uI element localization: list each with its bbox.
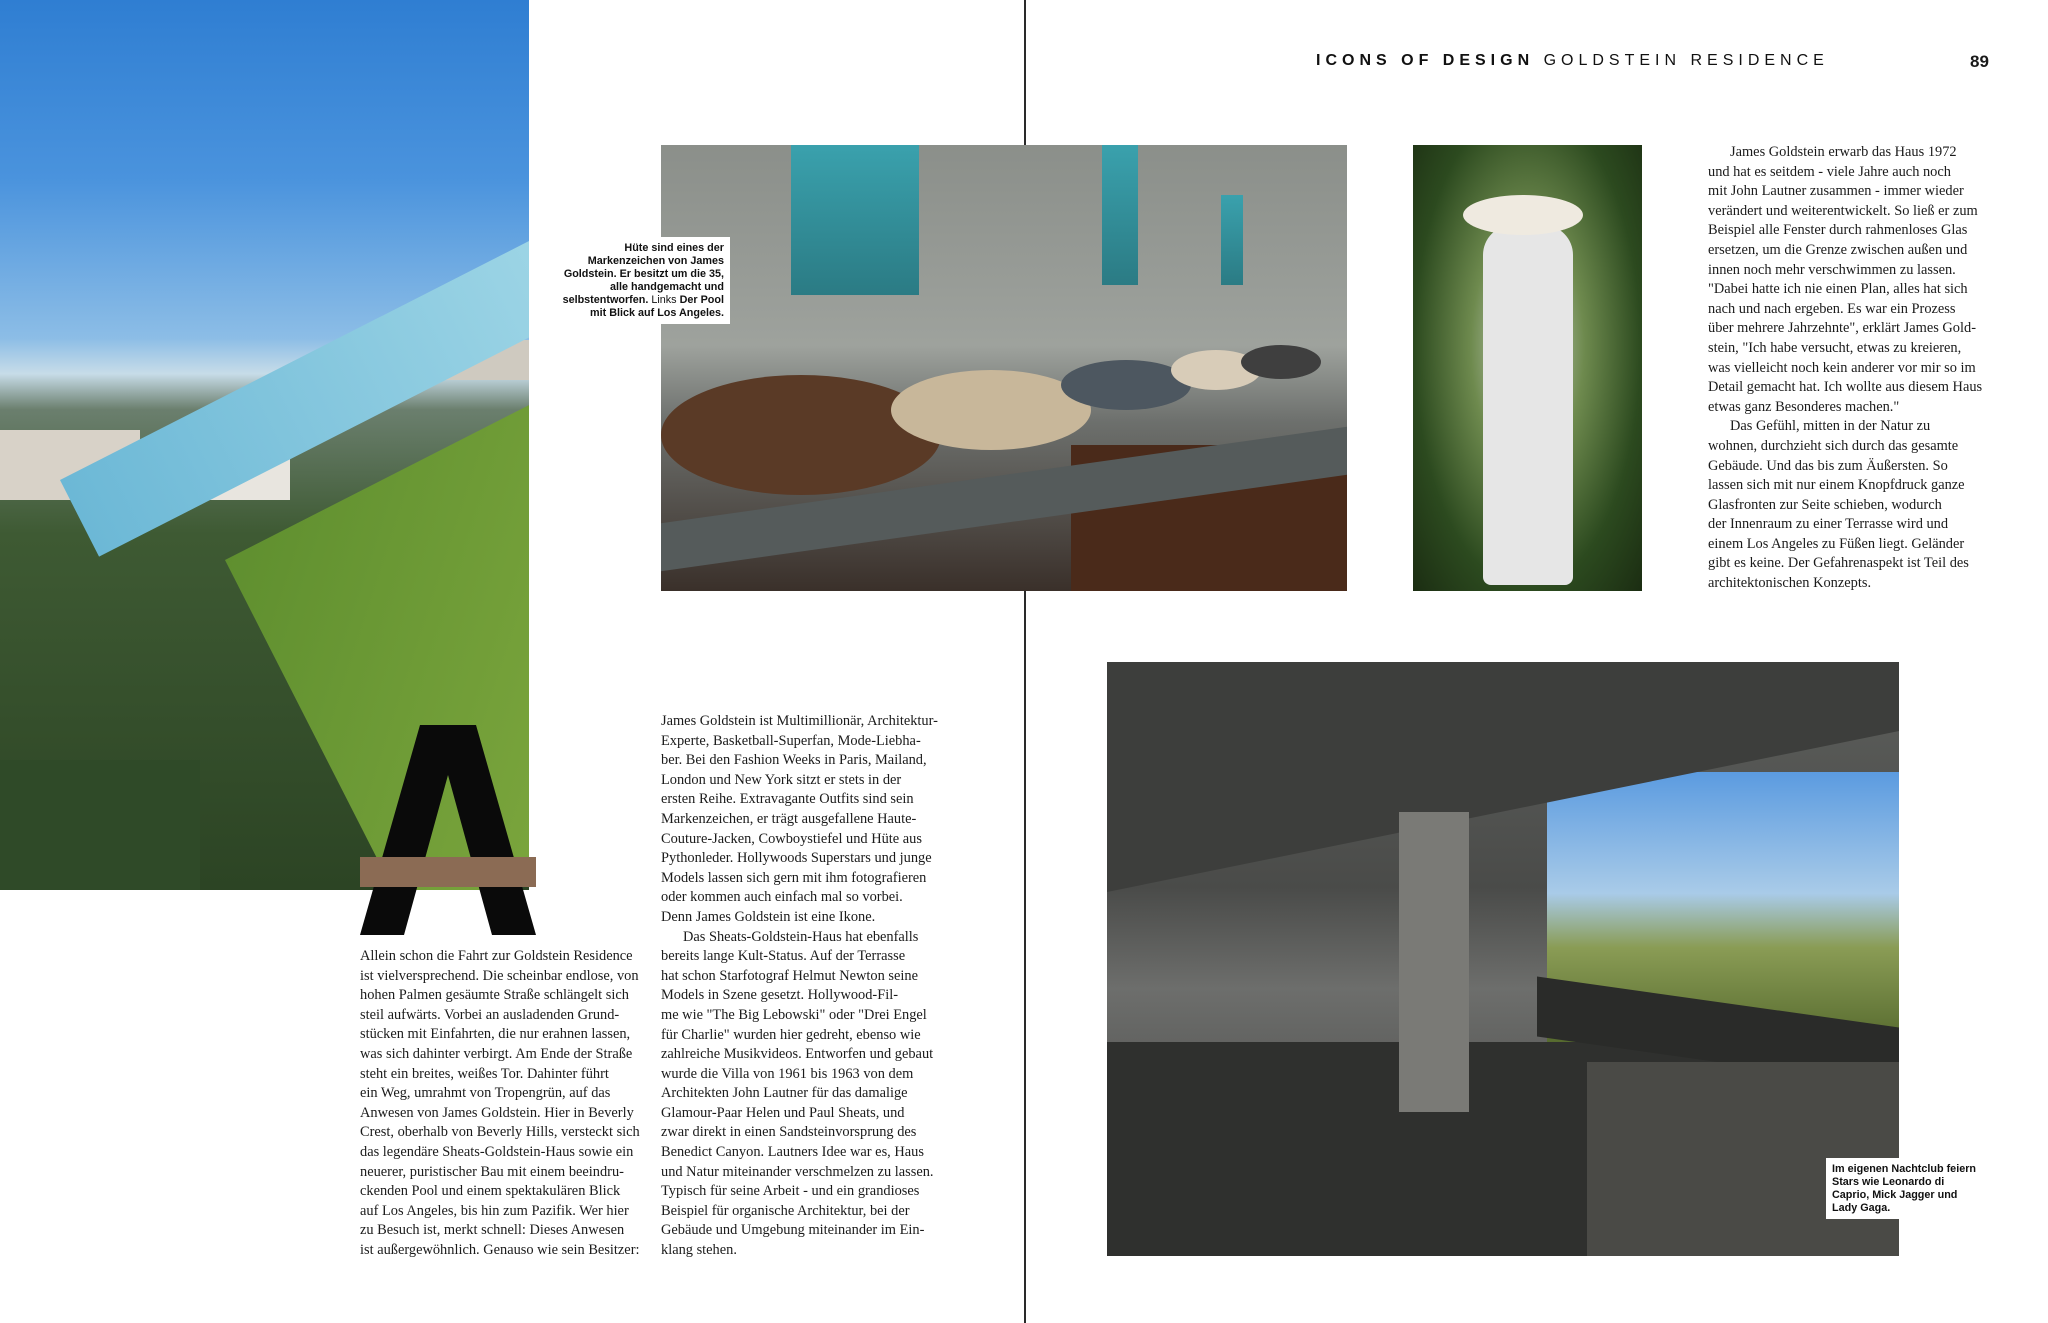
text-line: zahlreiche Musikvideos. Entworfen und gebaut: [661, 1046, 934, 1063]
text-line: Typisch für seine Arbeit - und ein grandioses: [661, 1183, 920, 1200]
running-header: [1316, 52, 1829, 70]
text-line: für Charlie" wurden hier gedreht, ebenso wie: [661, 1026, 921, 1043]
text-line: Models lassen sich gern mit ihm fotografieren: [661, 869, 927, 886]
drop-cap: [360, 725, 536, 935]
text-line: einem Los Angeles zu Füßen liegt. Geländer: [1708, 535, 1965, 552]
text-line: architektonischen Konzepts.: [1708, 575, 1872, 592]
header-subject: GOLDSTEIN RESIDENCE: [1543, 52, 1829, 69]
text-line: Das Gefühl, mitten in der Natur zu: [1730, 418, 1931, 435]
text-line: der Innenraum zu einer Terrasse wird und: [1708, 516, 1949, 533]
text-line: und hat es seitdem - viele Jahre auch noch: [1708, 163, 1951, 180]
text-line: hohen Palmen gesäumte Straße schlängelt sich: [360, 987, 629, 1004]
hats-shelf-photo: [661, 145, 1347, 591]
text-line: Glamour-Paar Helen und Paul Sheats, und: [661, 1104, 905, 1121]
text-line: innen noch mehr verschwimmen zu lassen.: [1708, 261, 1956, 278]
nightclub-caption-text: Im eigenen Nachtclub feiern Stars wie Leonardo di Caprio, Mick Jagger und Lady Gaga.: [1832, 1163, 1976, 1214]
text-line: Benedict Canyon. Lautners Idee war es, Haus: [661, 1144, 924, 1161]
text-line: und Natur miteinander verschmelzen zu lassen.: [661, 1163, 934, 1180]
text-line: me wie "The Big Lebowski" oder "Drei Engel: [661, 1006, 927, 1023]
text-line: Architekten John Lautner für das damalige: [661, 1085, 908, 1102]
text-line: Beispiel für organische Architektur, bei der: [661, 1202, 910, 1219]
text-line: gibt es keine. Der Gefahrenaspekt ist Teil des: [1708, 555, 1969, 572]
article-paragraph: [661, 712, 947, 928]
text-line: ckenden Pool und einem spektakulären Blick: [360, 1183, 621, 1200]
text-line: "Dabei hatte ich nie einen Plan, alles hat sich: [1708, 281, 1968, 298]
text-line: Gebäude und Umgebung miteinander im Ein-: [661, 1222, 925, 1239]
text-line: ist außergewöhnlich. Genauso wie sein Besitzer:: [360, 1241, 640, 1258]
article-column-middle: [661, 712, 947, 1261]
text-line: etwas ganz Besonderes machen.": [1708, 398, 1900, 415]
text-line: wohnen, durchzieht sich durch das gesamte: [1708, 437, 1959, 454]
text-line: Couture-Jacken, Cowboystiefel und Hüte aus: [661, 830, 922, 847]
text-line: James Goldstein ist Multimillionär, Architektur-: [661, 713, 938, 729]
article-paragraph: [360, 947, 646, 1261]
text-line: was sich dahinter verbirgt. Am Ende der Straße: [360, 1045, 633, 1062]
text-line: Gebäude. Und das bis zum Äußersten. So: [1708, 457, 1948, 474]
text-line: Models in Szene gesetzt. Hollywood-Fil-: [661, 987, 899, 1004]
text-line: zu Besuch ist, merkt schnell: Dieses Anwesen: [360, 1222, 625, 1239]
text-line: über mehrere Jahrzehnte", erklärt James Gold-: [1708, 320, 1976, 337]
drop-cap-letter: [360, 725, 536, 935]
header-section: ICONS OF DESIGN: [1316, 52, 1535, 69]
text-line: das legendäre Sheats-Goldstein-Haus sowie ein: [360, 1143, 634, 1160]
hats-caption: [556, 237, 730, 324]
text-line: James Goldstein erwarb das Haus 1972: [1730, 144, 1957, 160]
hats-caption-pool: Der Pool mit Blick auf Los Angeles.: [590, 294, 724, 319]
text-line: nach und nach ergeben. Es war ein Prozess: [1708, 300, 1956, 317]
text-line: Beispiel alle Fenster durch rahmenloses Glas: [1708, 222, 1968, 239]
text-line: steht ein breites, weißes Tor. Dahinter führt: [360, 1065, 609, 1082]
text-line: zwar direkt in einen Sandsteinvorsprung des: [661, 1124, 917, 1141]
text-line: ersten Reihe. Extravagante Outfits sind sein: [661, 791, 914, 808]
text-line: klang stehen.: [661, 1242, 737, 1259]
text-line: Pythonleder. Hollywoods Superstars und junge: [661, 850, 932, 867]
text-line: wurde die Villa von 1961 bis 1963 von dem: [661, 1065, 914, 1082]
text-line: steil aufwärts. Vorbei an ausladenden Grund-: [360, 1006, 620, 1023]
text-line: bereits lange Kult-Status. Auf der Terrasse: [661, 948, 906, 965]
hats-caption-link-word: Links: [648, 294, 680, 306]
text-line: Denn James Goldstein ist eine Ikone.: [661, 908, 876, 925]
article-column-right: [1708, 143, 1998, 594]
text-line: ist vielversprechend. Die scheinbar endlose, von: [360, 967, 639, 984]
text-line: mit John Lautner zusammen - immer wieder: [1708, 183, 1964, 200]
text-line: ber. Bei den Fashion Weeks in Paris, Mailand,: [661, 752, 927, 769]
text-line: stücken mit Einfahrten, die nur erahnen lassen,: [360, 1026, 631, 1043]
text-line: Glasfronten zur Seite schieben, wodurch: [1708, 496, 1942, 513]
text-line: lassen sich mit nur einem Knopfdruck ganze: [1708, 477, 1965, 494]
text-line: verändert und weiterentwickelt. So ließ er zum: [1708, 202, 1978, 219]
text-line: neuerer, puristischer Bau mit einem beeindru-: [360, 1163, 624, 1180]
text-line: Allein schon die Fahrt zur Goldstein Residence: [360, 948, 633, 964]
article-paragraph: [1708, 143, 1998, 417]
goldstein-portrait-photo: [1413, 145, 1642, 591]
text-line: Anwesen von James Goldstein. Hier in Beverly: [360, 1104, 634, 1121]
article-column-left: [360, 947, 646, 1261]
text-line: oder kommen auch einfach mal so vorbei.: [661, 889, 903, 906]
article-paragraph: [1708, 417, 1998, 593]
hats-caption-bold: Hüte sind eines der Markenzeichen von James Goldstein. Er besitzt um die 35, alle handgemacht und selbstentworfen.: [562, 242, 724, 306]
text-line: stein, "Ich habe versucht, etwas zu kreieren,: [1708, 339, 1962, 356]
article-paragraph: [661, 928, 947, 1261]
text-line: was vielleicht noch kein anderer vor mir so im: [1708, 359, 1976, 376]
page-number: 89: [1970, 52, 1989, 71]
nightclub-caption: [1826, 1158, 1988, 1219]
nightclub-photo: [1107, 662, 1899, 1256]
text-line: Crest, oberhalb von Beverly Hills, versteckt sich: [360, 1124, 640, 1141]
text-line: Markenzeichen, er trägt ausgefallene Haute-: [661, 810, 917, 827]
text-line: auf Los Angeles, bis hin zum Pazifik. Wer hier: [360, 1202, 629, 1219]
text-line: Experte, Basketball-Superfan, Mode-Liebha-: [661, 732, 921, 749]
text-line: Detail gemacht hat. Ich wollte aus diesem Haus: [1708, 379, 1983, 396]
text-line: Das Sheats-Goldstein-Haus hat ebenfalls: [683, 928, 919, 945]
text-line: London und New York sitzt er stets in der: [661, 771, 902, 788]
text-line: hat schon Starfotograf Helmut Newton seine: [661, 967, 918, 984]
text-line: ein Weg, umrahmt von Tropengrün, auf das: [360, 1085, 611, 1102]
text-line: ersetzen, um die Grenze zwischen außen und: [1708, 241, 1968, 258]
